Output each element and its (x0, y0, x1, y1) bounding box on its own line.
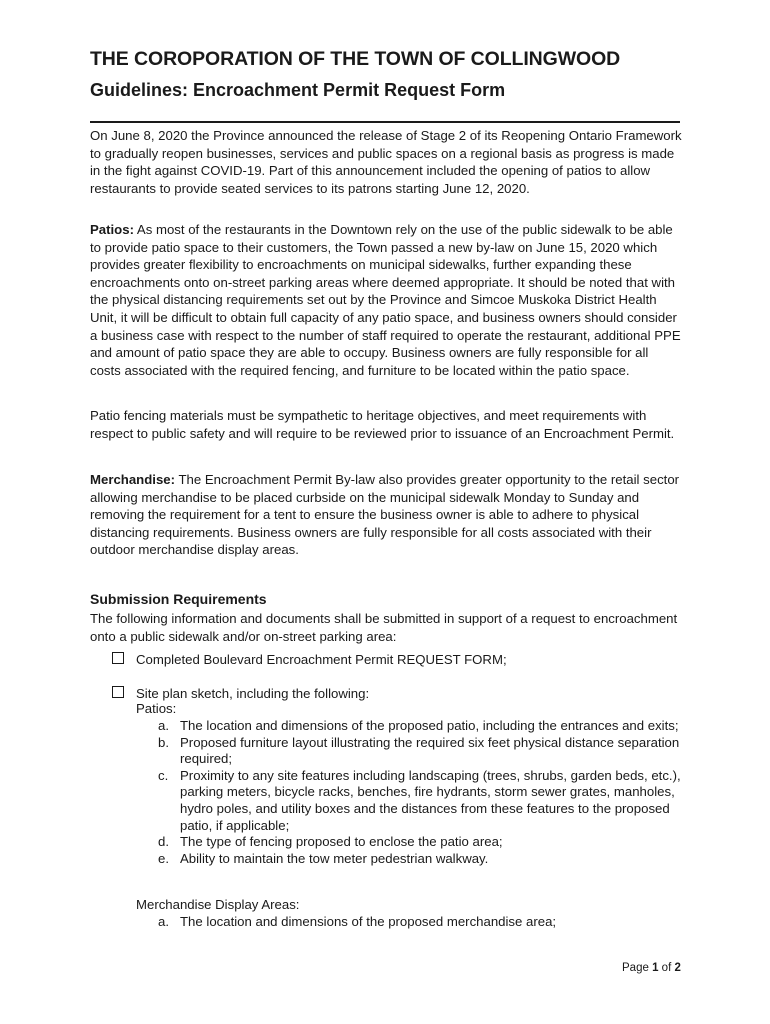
list-marker: e. (158, 850, 169, 866)
list-marker: b. (158, 734, 169, 750)
list-item (158, 718, 682, 735)
submission-heading: Submission Requirements (90, 591, 267, 607)
list-text: The location and dimensions of the proposed merchandise area; (180, 914, 557, 929)
submission-intro: The following information and documents shall be submitted in support of a request to encroachment onto a public sidewalk and/or on-street parking area: (90, 611, 678, 644)
document-title: THE COROPORATION OF THE TOWN OF COLLINGWOOD (90, 48, 621, 70)
list-marker: a. (158, 718, 169, 733)
list-item (158, 914, 682, 931)
patios-sublabel: Patios: (136, 701, 177, 716)
document-subtitle: Guidelines: Encroachment Permit Request Form (90, 80, 506, 100)
patios-paragraph (90, 221, 682, 379)
merchandise-text: The Encroachment Permit By-law also provides greater opportunity to the retail sector allowing merchandise to be placed curbside on the municipal sidewalk Monday to Sunday and removing the requirement for a tent to ensure the business owner is able to adhere to physical distancing requirements. Business owners are fully responsible for all costs associated with their outdoor merchandise display areas. (90, 472, 680, 558)
merchandise-display-sublabel: Merchandise Display Areas: (136, 897, 300, 912)
merchandise-paragraph (90, 471, 682, 559)
list-item (158, 851, 682, 868)
checklist-label: Site plan sketch, including the following: (136, 686, 370, 701)
list-text: Ability to maintain the tow meter pedestrian walkway. (180, 850, 489, 866)
checkbox[interactable] (112, 686, 124, 698)
page-word: Page (622, 962, 649, 974)
title-divider (90, 121, 680, 123)
list-marker: a. (158, 914, 169, 929)
list-text: The type of fencing proposed to enclose the patio area; (180, 834, 503, 850)
checkbox[interactable] (112, 652, 124, 664)
patios-text: As most of the restaurants in the Downtown rely on the use of the public sidewalk to be able to provide patio space to their customers, the Town passed a new by-law on June 15, 2020 which provides greater flexibility to encroachments on municipal sidewalks, further expanding these encroachments onto on-street parking areas where deemed appropriate. It should be noted that with the physical distancing requirements set out by the Province and Simcoe Muskoka District Health Unit, it will be difficult to obtain full capacity of any patio space, and business owners should consider a business case with respect to the number of staff required to operate the restaurant, additional PPE and amount of patio space they are able to occupy. Business owners are fully responsible for all costs associated with the required fencing, and furniture to be located within the patio space. (90, 222, 681, 378)
total-pages: 2 (674, 962, 681, 974)
checklist-label: Completed Boulevard Encroachment Permit REQUEST FORM; (136, 652, 507, 667)
list-marker: d. (158, 834, 169, 850)
patios-label: Patios: (90, 222, 134, 237)
list-item (158, 834, 682, 851)
current-page: 1 (652, 962, 659, 974)
merchandise-requirements-list (158, 914, 682, 931)
of-word: of (661, 962, 672, 974)
page-number (622, 962, 681, 974)
fencing-paragraph: Patio fencing materials must be sympathetic to heritage objectives, and meet requirements with respect to public safety and will require to be reviewed prior to issuance of an Encroachment Permit. (90, 408, 675, 441)
patios-requirements-list (158, 718, 682, 867)
merchandise-label: Merchandise: (90, 472, 176, 487)
intro-paragraph: On June 8, 2020 the Province announced the release of Stage 2 of its Reopening Ontario Framework to gradually reopen businesses, services and public spaces on a regional basis as progress is made in the fight against COVID-19. Part of this announcement included the opening of patios to allow restaurants to provide seated services to its patrons starting June 12, 2020. (90, 128, 682, 196)
list-text: Proximity to any site features including landscaping (trees, shrubs, garden beds, etc.), parking meters, bicycle racks, benches, fire hydrants, storm sewer grates, manholes, hydro poles, and utility boxes and the distances from these features to the proposed patio, if applicable; (180, 767, 681, 833)
list-item (158, 768, 682, 834)
list-text: Proposed furniture layout illustrating the required six feet physical distance separation required; (180, 734, 680, 767)
list-item (158, 735, 682, 768)
list-marker: c. (158, 767, 169, 783)
list-text: The location and dimensions of the proposed patio, including the entrances and exits; (180, 718, 679, 733)
